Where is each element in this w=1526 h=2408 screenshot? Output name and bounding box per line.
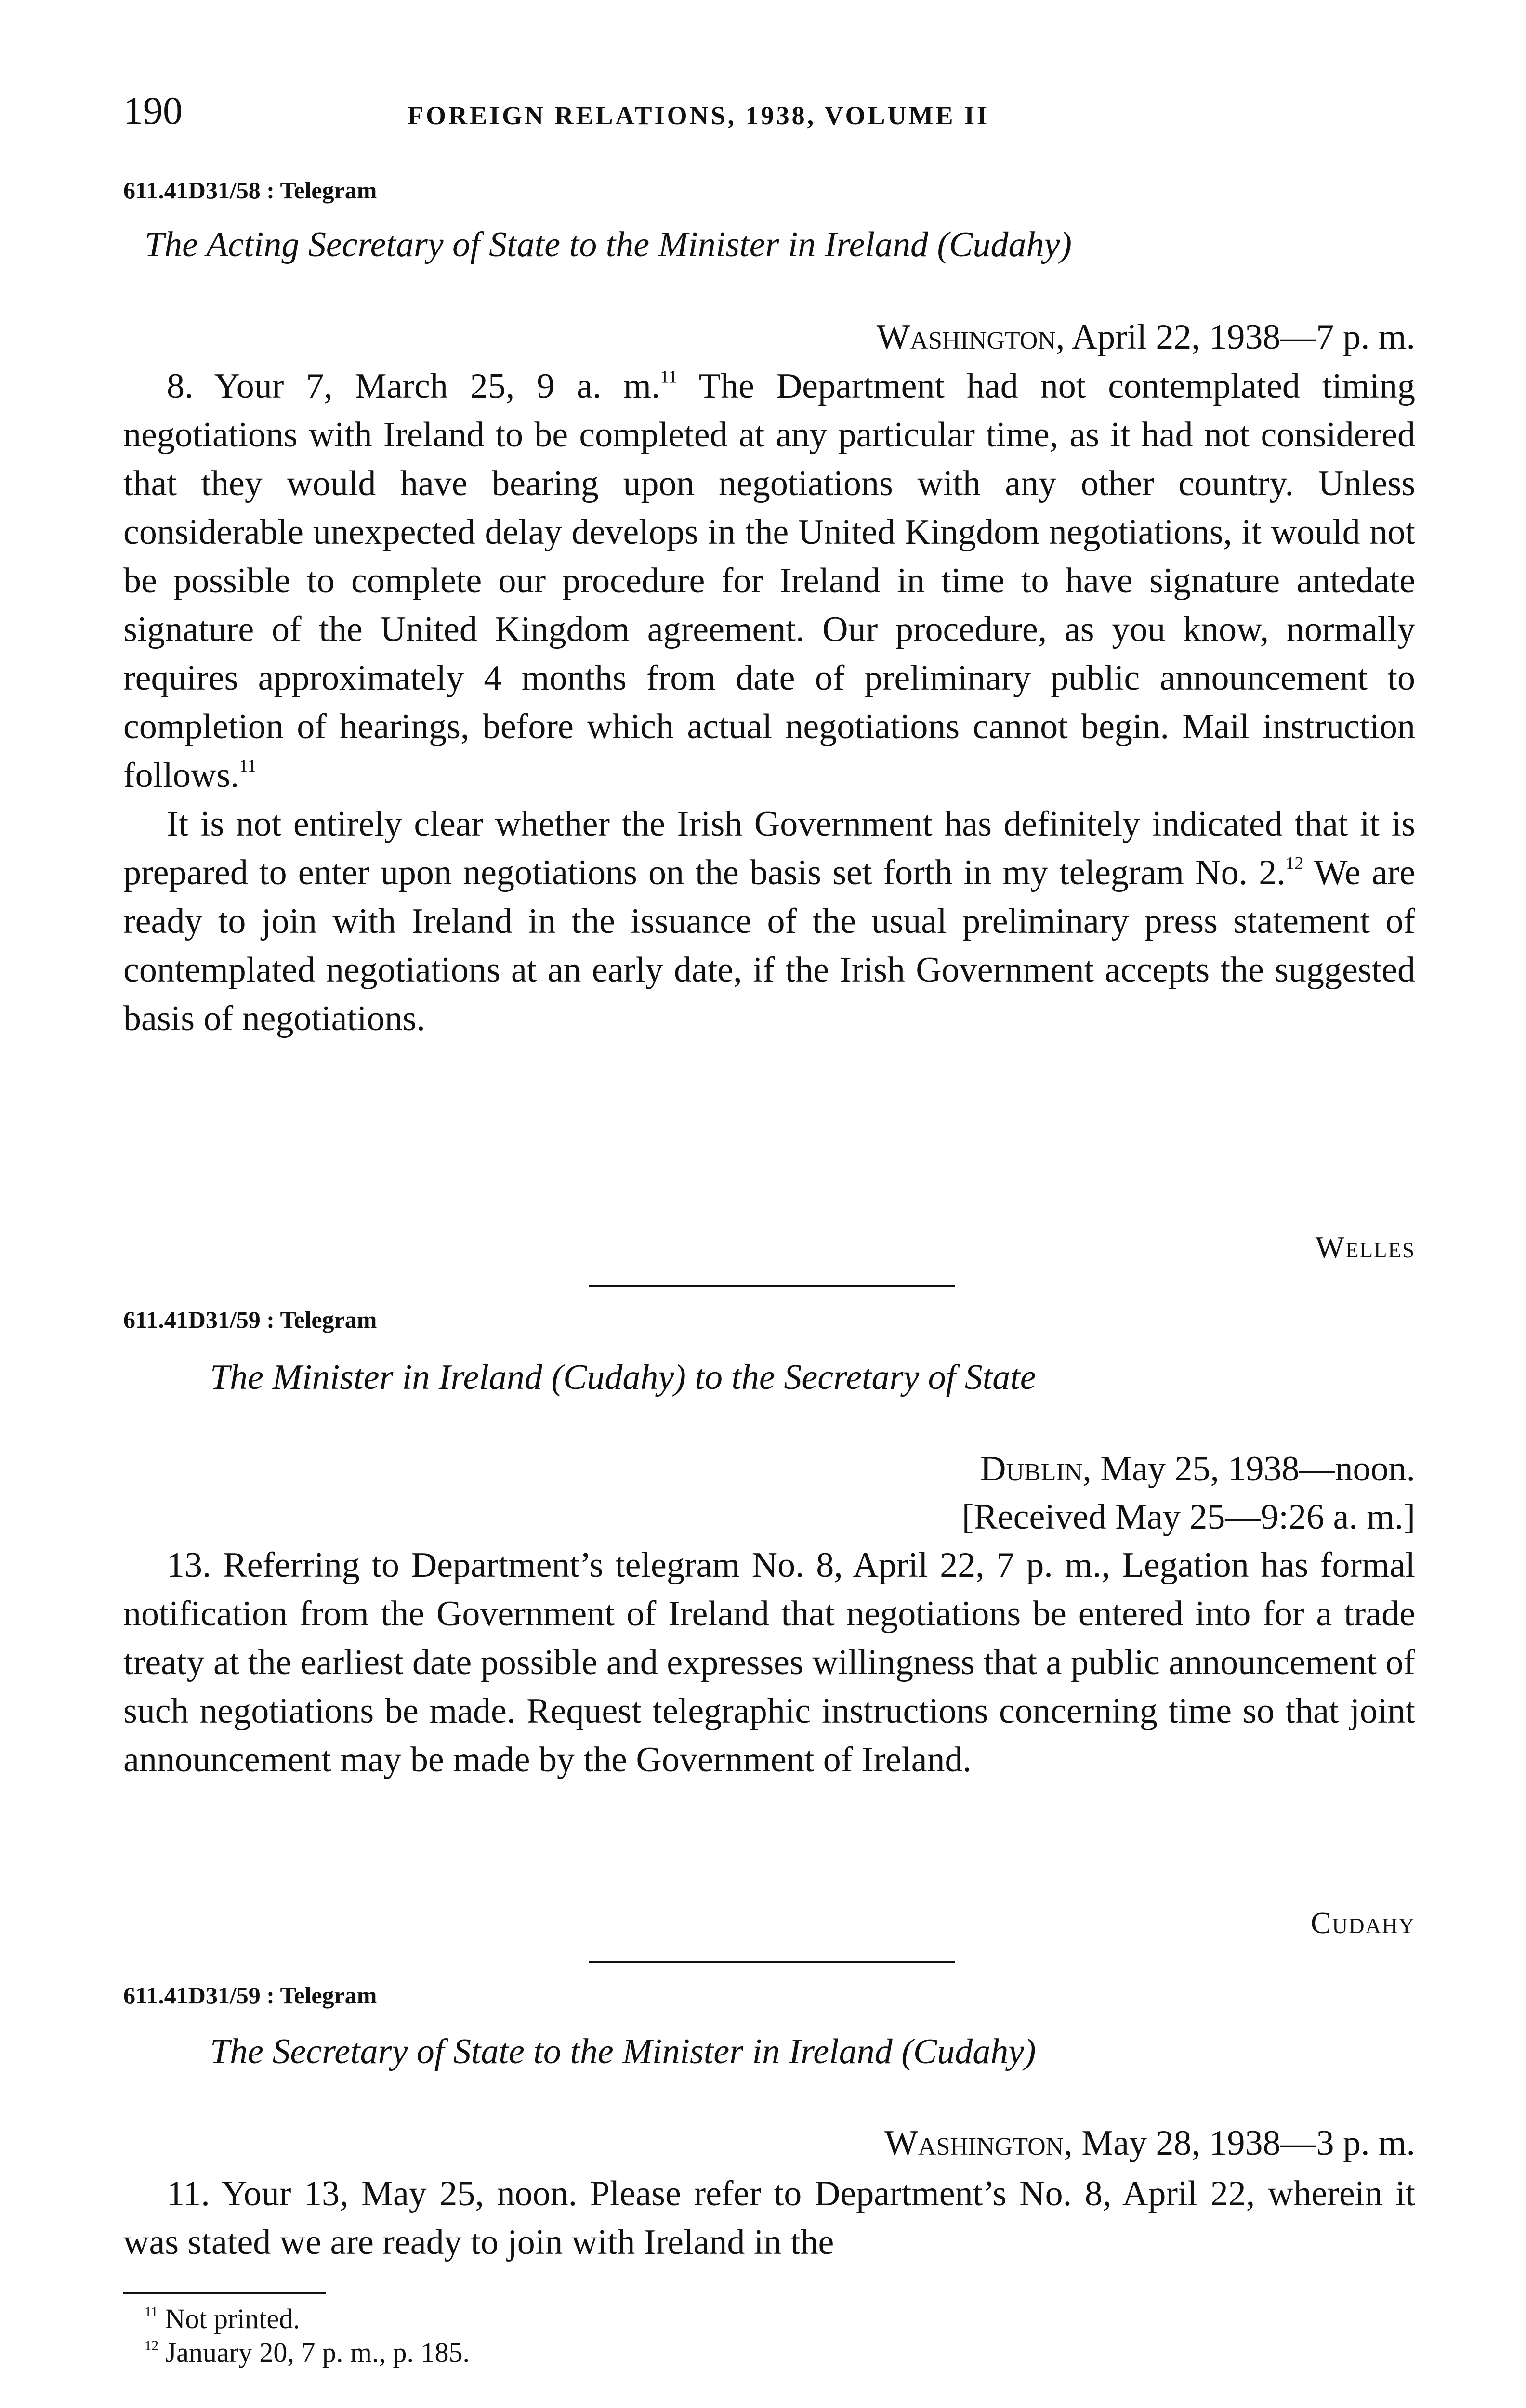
paragraph-text: 8. Your 7, March 25, 9 a. m. [167, 366, 660, 406]
running-head: FOREIGN RELATIONS, 1938, VOLUME II [408, 101, 990, 130]
dateline [884, 2119, 1415, 2167]
footnote-text: January 20, 7 p. m., p. 185. [158, 2337, 470, 2368]
footnote-text: Not printed. [158, 2303, 300, 2334]
dateline-place: Washington [876, 317, 1056, 357]
footnotes [145, 2302, 470, 2369]
footnote [145, 2302, 470, 2336]
footnote [145, 2336, 470, 2369]
dateline-date: , May 28, 1938—3 p. m. [1064, 2123, 1415, 2163]
dateline-place: Washington [884, 2123, 1064, 2163]
footnote-ref: 12 [1285, 853, 1303, 874]
dateline-date: , May 25, 1938—noon. [1082, 1449, 1415, 1489]
dateline-place: Dublin [980, 1449, 1083, 1489]
document-title: The Minister in Ireland (Cudahy) to the Secretary of State [210, 1358, 1036, 1397]
paragraph-text: We are ready to join with Ireland in the issuance of the usual preliminary press statement of contemplated negotiations at an early date, if the Irish Government accepts the suggested basis of negotiations. [123, 853, 1415, 1038]
footnote-ref: 11 [660, 367, 678, 387]
telegram-body [123, 2170, 1415, 2267]
separator-rule [589, 1285, 955, 1287]
signature: Cudahy [1310, 1906, 1415, 1940]
telegram-body [123, 1541, 1415, 1784]
dateline [877, 313, 1415, 361]
paragraph: 11. Your 13, May 25, noon. Please refer to Department’s No. 8, April 22, wherein it was stated we are ready to join with Ireland in the [123, 2174, 1415, 2262]
telegram-body [123, 362, 1415, 1043]
document-title: The Acting Secretary of State to the Minister in Ireland (Cudahy) [145, 225, 1072, 264]
paragraph [123, 800, 1415, 1043]
file-reference: 611.41D31/59 : Telegram [123, 1306, 377, 1333]
paragraph-text: The Department had not contemplated timing negotiations with Ireland to be completed at any particular time, as it had not considered that they would have bearing upon negotiations with any other country. Unless considerable unexpected delay develops in the United Kingdom negotiations, it would not be possible to complete our procedure for Ireland in time to have signature antedate signature of the United Kingdom agreement. Our procedure, as you know, normally requires approximately 4 months from date of preliminary public announcement to completion of hearings, before which actual negotiations cannot begin. Mail instruction follows. [123, 366, 1416, 795]
paragraph: 13. Referring to Department’s telegram No. 8, April 22, 7 p. m., Legation has formal notification from the Government of Ireland that negotiations be entered into for a trade treaty at the earliest date possible and expresses willingness that a public announcement of such negotiations be made. Request telegraphic instructions concerning time so that joint announcement may be made by the Government of Ireland. [123, 1545, 1415, 1780]
page-number: 190 [123, 89, 183, 132]
paragraph-text: It is not entirely clear whether the Irish Government has definitely indicated that it is prepared to enter upon negotiations on the basis set forth in my telegram No. 2. [123, 804, 1415, 892]
file-reference: 611.41D31/59 : Telegram [123, 1982, 377, 2009]
footnote-ref: 11 [239, 756, 257, 776]
footnote-mark: 12 [145, 2338, 158, 2354]
dateline [980, 1445, 1415, 1493]
received-line: [Received May 25—9:26 a. m.] [961, 1497, 1415, 1537]
separator-rule [589, 1961, 955, 1963]
footnote-mark: 11 [145, 2304, 158, 2320]
footnote-rule [123, 2292, 326, 2294]
file-reference: 611.41D31/58 : Telegram [123, 177, 377, 204]
signature: Welles [1315, 1230, 1415, 1264]
paragraph [123, 362, 1415, 800]
dateline-date: , April 22, 1938—7 p. m. [1055, 317, 1415, 357]
document-title: The Secretary of State to the Minister in Ireland (Cudahy) [210, 2032, 1036, 2071]
